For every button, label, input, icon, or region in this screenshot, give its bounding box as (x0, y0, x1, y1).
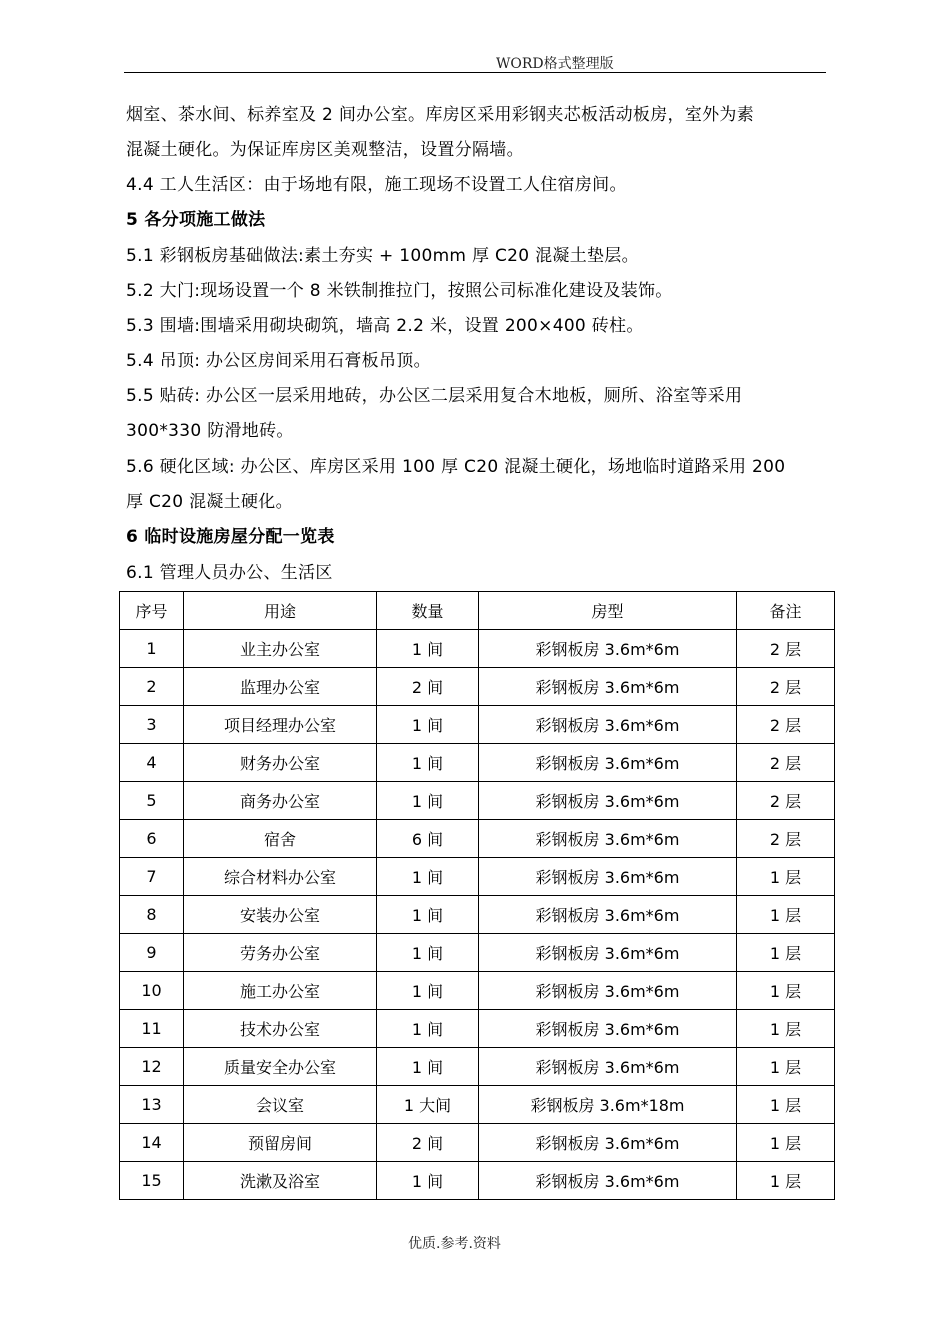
cell-quantity: 1 间 (377, 630, 479, 668)
cell-quantity: 1 间 (377, 782, 479, 820)
cell-index: 10 (120, 972, 184, 1010)
cell-remarks: 2 层 (737, 630, 835, 668)
table-row (120, 934, 835, 972)
section-5-5-text: 5.5 贴砖: 办公区一层采用地砖，办公区二层采用复合木地板，厕所、浴室等采用 (126, 386, 743, 406)
cell-quantity: 2 间 (377, 1124, 479, 1162)
cell-remarks: 1 层 (737, 1010, 835, 1048)
cell-purpose: 商务办公室 (184, 782, 377, 820)
cell-room-type: 彩钢板房 3.6m*6m (479, 858, 737, 896)
cell-purpose: 施工办公室 (184, 972, 377, 1010)
cell-remarks: 1 层 (737, 1162, 835, 1200)
cell-room-type: 彩钢板房 3.6m*6m (479, 782, 737, 820)
cell-quantity: 1 间 (377, 744, 479, 782)
cell-index: 1 (120, 630, 184, 668)
cell-index: 3 (120, 706, 184, 744)
cell-quantity: 1 间 (377, 706, 479, 744)
room-allocation-table (119, 591, 835, 1200)
cell-remarks: 1 层 (737, 896, 835, 934)
table-row (120, 1010, 835, 1048)
cell-quantity: 1 间 (377, 896, 479, 934)
table-header-row (120, 592, 835, 630)
cell-purpose: 预留房间 (184, 1124, 377, 1162)
section-5-1-text: 5.1 彩钢板房基础做法:素土夯实 + 100mm 厚 C20 混凝土垫层。 (126, 246, 639, 266)
header-room-type: 房型 (479, 592, 737, 630)
cell-purpose: 安装办公室 (184, 896, 377, 934)
page-footer: 优质.参考.资料 (408, 1236, 501, 1252)
cell-purpose: 综合材料办公室 (184, 858, 377, 896)
section-5-3-text: 5.3 围墙:围墙采用砌块砌筑，墙高 2.2 米，设置 200×400 砖柱。 (126, 316, 644, 336)
cell-room-type: 彩钢板房 3.6m*6m (479, 1010, 737, 1048)
cell-purpose: 监理办公室 (184, 668, 377, 706)
header-remarks: 备注 (737, 592, 835, 630)
cell-room-type: 彩钢板房 3.6m*6m (479, 744, 737, 782)
header-purpose: 用途 (184, 592, 377, 630)
cell-room-type: 彩钢板房 3.6m*6m (479, 896, 737, 934)
cell-remarks: 2 层 (737, 782, 835, 820)
cell-quantity: 1 间 (377, 858, 479, 896)
cell-index: 5 (120, 782, 184, 820)
cell-room-type: 彩钢板房 3.6m*6m (479, 630, 737, 668)
cell-purpose: 技术办公室 (184, 1010, 377, 1048)
section-5-2-text: 5.2 大门:现场设置一个 8 米铁制推拉门，按照公司标准化建设及装饰。 (126, 281, 673, 301)
cell-quantity: 1 间 (377, 972, 479, 1010)
paragraph-line: 混凝土硬化。为保证库房区美观整洁，设置分隔墙。 (126, 140, 524, 160)
table-row (120, 1162, 835, 1200)
header-rule (124, 72, 826, 73)
paragraph-line: 厚 C20 混凝土硬化。 (126, 492, 293, 512)
table-row (120, 972, 835, 1010)
table-row (120, 1086, 835, 1124)
cell-room-type: 彩钢板房 3.6m*6m (479, 668, 737, 706)
cell-index: 9 (120, 934, 184, 972)
cell-quantity: 1 大间 (377, 1086, 479, 1124)
table-row (120, 744, 835, 782)
cell-remarks: 1 层 (737, 1086, 835, 1124)
cell-purpose: 会议室 (184, 1086, 377, 1124)
cell-index: 12 (120, 1048, 184, 1086)
cell-room-type: 彩钢板房 3.6m*6m (479, 1162, 737, 1200)
cell-index: 11 (120, 1010, 184, 1048)
cell-remarks: 2 层 (737, 820, 835, 858)
cell-purpose: 财务办公室 (184, 744, 377, 782)
cell-purpose: 质量安全办公室 (184, 1048, 377, 1086)
cell-room-type: 彩钢板房 3.6m*6m (479, 934, 737, 972)
cell-quantity: 6 间 (377, 820, 479, 858)
cell-room-type: 彩钢板房 3.6m*6m (479, 1124, 737, 1162)
table-row (120, 706, 835, 744)
table-row (120, 820, 835, 858)
cell-remarks: 2 层 (737, 706, 835, 744)
cell-index: 2 (120, 668, 184, 706)
cell-quantity: 1 间 (377, 934, 479, 972)
paragraph-line: 烟室、茶水间、标养室及 2 间办公室。库房区采用彩钢夹芯板活动板房，室外为素 (126, 105, 755, 125)
header-index: 序号 (120, 592, 184, 630)
cell-purpose: 洗漱及浴室 (184, 1162, 377, 1200)
table-row (120, 630, 835, 668)
section-5-6-text: 5.6 硬化区域: 办公区、库房区采用 100 厚 C20 混凝土硬化，场地临时道路采用 200 (126, 457, 786, 477)
table-row (120, 668, 835, 706)
cell-index: 15 (120, 1162, 184, 1200)
cell-index: 6 (120, 820, 184, 858)
table-row (120, 896, 835, 934)
cell-remarks: 1 层 (737, 1048, 835, 1086)
cell-room-type: 彩钢板房 3.6m*6m (479, 706, 737, 744)
cell-remarks: 1 层 (737, 858, 835, 896)
cell-purpose: 业主办公室 (184, 630, 377, 668)
section-4-4-text: 4.4 工人生活区：由于场地有限，施工现场不设置工人住宿房间。 (126, 175, 627, 195)
paragraph-line: 300*330 防滑地砖。 (126, 421, 294, 441)
cell-purpose: 劳务办公室 (184, 934, 377, 972)
cell-remarks: 1 层 (737, 934, 835, 972)
cell-remarks: 2 层 (737, 744, 835, 782)
cell-remarks: 1 层 (737, 1124, 835, 1162)
cell-purpose: 项目经理办公室 (184, 706, 377, 744)
section-6-heading: 6 临时设施房屋分配一览表 (126, 527, 335, 547)
section-6-1-caption: 6.1 管理人员办公、生活区 (126, 563, 333, 583)
cell-remarks: 1 层 (737, 972, 835, 1010)
cell-room-type: 彩钢板房 3.6m*6m (479, 820, 737, 858)
cell-room-type: 彩钢板房 3.6m*6m (479, 972, 737, 1010)
cell-room-type: 彩钢板房 3.6m*18m (479, 1086, 737, 1124)
cell-index: 8 (120, 896, 184, 934)
cell-quantity: 1 间 (377, 1048, 479, 1086)
header-quantity: 数量 (377, 592, 479, 630)
cell-purpose: 宿舍 (184, 820, 377, 858)
cell-quantity: 2 间 (377, 668, 479, 706)
cell-quantity: 1 间 (377, 1010, 479, 1048)
table-row (120, 1048, 835, 1086)
cell-index: 7 (120, 858, 184, 896)
cell-quantity: 1 间 (377, 1162, 479, 1200)
table-row (120, 1124, 835, 1162)
cell-index: 14 (120, 1124, 184, 1162)
cell-index: 13 (120, 1086, 184, 1124)
table-row (120, 782, 835, 820)
cell-index: 4 (120, 744, 184, 782)
header-text: WORD格式整理版 (496, 56, 614, 72)
section-5-4-text: 5.4 吊顶: 办公区房间采用石膏板吊顶。 (126, 351, 431, 371)
cell-remarks: 2 层 (737, 668, 835, 706)
table-row (120, 858, 835, 896)
section-5-heading: 5 各分项施工做法 (126, 210, 266, 230)
cell-room-type: 彩钢板房 3.6m*6m (479, 1048, 737, 1086)
